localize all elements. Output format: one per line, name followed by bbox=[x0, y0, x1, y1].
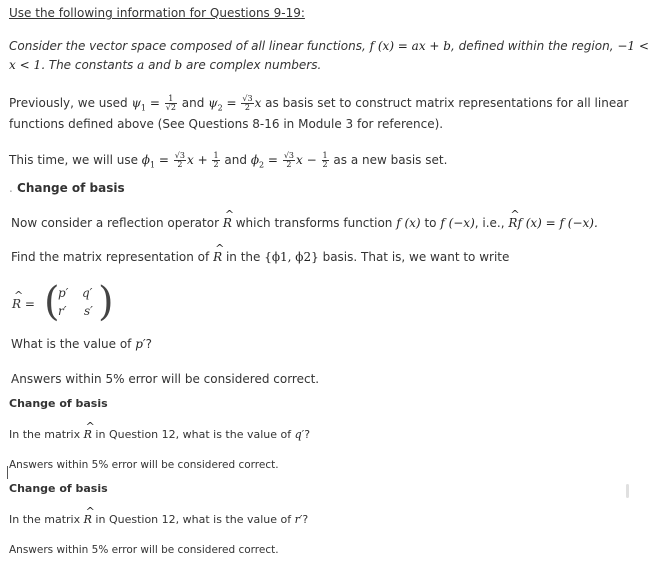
section-3-title: Change of basis bbox=[9, 482, 108, 495]
phi1-equals: = bbox=[158, 153, 169, 167]
phi2-fraction: $\frac{√3}{2}$ bbox=[283, 151, 294, 169]
phi1-plus: + bbox=[197, 153, 208, 167]
intro-end: are complex numbers. bbox=[186, 58, 322, 72]
equals: = bbox=[149, 96, 160, 110]
question-p: What is the value of p′? bbox=[11, 337, 153, 351]
matrix-p: p′ bbox=[58, 286, 69, 300]
section-bullet: . bbox=[9, 181, 13, 195]
section-1-title: . Change of basis bbox=[9, 181, 125, 195]
matrix-s: s′ bbox=[84, 304, 93, 318]
find-text: Find the matrix representation of bbox=[11, 250, 210, 264]
phi2-x: x bbox=[296, 153, 303, 167]
this-time-text-2: as a new basis set. bbox=[333, 153, 448, 167]
phi2-half: $\frac{1}{2}$ bbox=[322, 151, 328, 169]
reflection-equation: f (x) = f (−x). bbox=[517, 216, 598, 230]
intro-b: b bbox=[174, 58, 183, 72]
previous-text-2: as basis set to construct matrix representations for all linear bbox=[265, 96, 629, 110]
intro-text-2: , defined within the region, bbox=[450, 39, 614, 53]
phi1-half: $\frac{1}{2}$ bbox=[213, 151, 219, 169]
previous-and: and bbox=[181, 96, 205, 110]
phi2-equals: = bbox=[267, 153, 278, 167]
reflection-text: Now consider a reflection operator bbox=[11, 216, 219, 230]
intro-region: −1 < bbox=[617, 39, 649, 53]
matrix-left-paren: ( bbox=[44, 279, 60, 325]
var-r: r′ bbox=[294, 513, 303, 526]
r-hat-operator-3: ^ R bbox=[213, 250, 222, 264]
question-q: In the matrix ^ R in Question 12, what is the value of q′? bbox=[9, 428, 310, 441]
ie-text: , i.e., bbox=[474, 216, 505, 230]
reflection-line bbox=[11, 216, 598, 230]
equals-2: = bbox=[226, 96, 237, 110]
scrollbar-thumb[interactable] bbox=[626, 484, 629, 498]
intro-line-2 bbox=[9, 58, 321, 72]
psi1-fraction: $\frac{1}{√2}$ bbox=[165, 94, 176, 112]
r-hat-operator-4: ^ R bbox=[84, 428, 92, 441]
find-text-2: in the bbox=[225, 250, 261, 264]
matrix-right-paren: ) bbox=[98, 279, 114, 325]
find-line bbox=[11, 250, 509, 264]
header-instruction: Use the following information for Questions 9-19: bbox=[9, 6, 305, 20]
tolerance-1: Answers within 5% error will be considered correct. bbox=[11, 372, 320, 386]
intro-text: Consider the vector space composed of all linear functions, bbox=[9, 39, 366, 53]
matrix-lhs: ^ R = bbox=[12, 297, 35, 311]
previous-text: Previously, we used bbox=[9, 96, 128, 110]
phi1-x: x bbox=[186, 153, 194, 167]
text-cursor-icon bbox=[7, 466, 8, 479]
intro-line-1 bbox=[9, 39, 649, 53]
find-text-3: basis. That is, we want to write bbox=[322, 250, 510, 264]
matrix-representation bbox=[12, 279, 122, 326]
phi1-fraction: $\frac{√3}{2}$ bbox=[174, 151, 185, 169]
intro-function: f (x) = ax + b bbox=[369, 39, 451, 53]
tolerance-2: Answers within 5% error will be considered correct. bbox=[9, 459, 279, 471]
question-r: In the matrix ^ R in Question 12, what is the value of r′? bbox=[9, 513, 308, 526]
previous-line-2: functions defined above (See Questions 8-16 in Module 3 for reference). bbox=[9, 117, 444, 131]
psi2-x: x bbox=[254, 96, 262, 110]
fx: f (x) bbox=[396, 216, 421, 230]
this-time-line bbox=[9, 152, 447, 169]
previous-line-1 bbox=[9, 95, 629, 112]
var-q: q′ bbox=[294, 428, 305, 441]
reflection-text-2: which transforms function bbox=[235, 216, 393, 230]
r-hat-operator-2: ^ R bbox=[508, 216, 517, 230]
r-hat-operator: ^ R bbox=[223, 216, 232, 230]
intro-a: a bbox=[137, 58, 145, 72]
phi2-symbol: $\phi_2$ bbox=[250, 153, 265, 170]
psi2-symbol: $\psi_2$ bbox=[208, 96, 223, 113]
psi2-fraction: $\frac{√3}{2}$ bbox=[242, 94, 253, 112]
r-hat-operator-5: ^ R bbox=[84, 513, 92, 526]
to-word: to bbox=[424, 216, 437, 230]
this-time-and: and bbox=[224, 153, 247, 167]
this-time-text: This time, we will use bbox=[9, 153, 138, 167]
psi1-symbol: $\psi_1$ bbox=[131, 96, 146, 113]
matrix-q: q′ bbox=[82, 286, 93, 300]
basis-set: {ϕ1, ϕ2} bbox=[264, 250, 319, 264]
phi1-symbol: $\phi_1$ bbox=[141, 153, 156, 170]
intro-constants-text: The constants bbox=[48, 58, 134, 72]
matrix-r: r′ bbox=[58, 304, 67, 318]
f-minus-x: f (−x) bbox=[440, 216, 475, 230]
section-2-title: Change of basis bbox=[9, 397, 108, 410]
phi2-minus: − bbox=[306, 153, 317, 167]
var-p: p′ bbox=[135, 337, 146, 351]
intro-and: and bbox=[148, 58, 171, 72]
intro-region-end: x < 1. bbox=[9, 58, 45, 72]
tolerance-3: Answers within 5% error will be considered correct. bbox=[9, 544, 279, 556]
